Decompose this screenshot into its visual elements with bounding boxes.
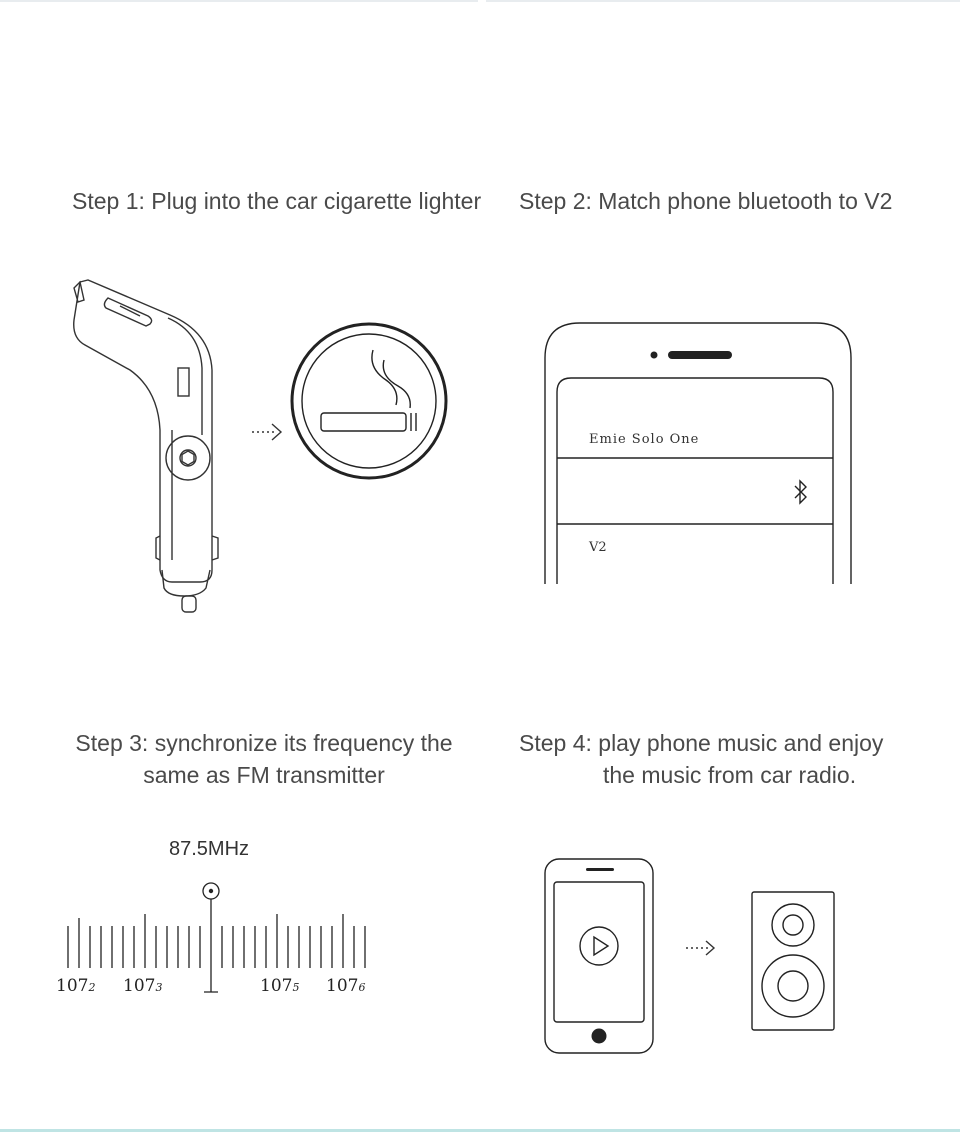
- tick-label-1073: [123, 976, 162, 996]
- step2-title: Step 2: Match phone bluetooth to V2: [519, 188, 893, 214]
- play-icon: [580, 927, 618, 965]
- frequency-readout: 87.5MHz: [169, 838, 250, 860]
- dotted-arrow-icon: [250, 422, 284, 442]
- device-list-item-v2: V2: [589, 540, 607, 555]
- tick-label-1072: [56, 976, 95, 996]
- bluetooth-icon: [792, 479, 810, 505]
- step1-title: Step 1: Plug into the car cigarette lighter: [72, 188, 482, 214]
- step3-title: [72, 727, 456, 791]
- tick-label-1073-sub: 3: [155, 981, 163, 994]
- tick-label-1075: [260, 976, 299, 996]
- step4-title: [519, 727, 945, 791]
- step3-title-line1: Step 3: synchronize its frequency the: [75, 730, 453, 756]
- step4-title-line2: the music from car radio.: [603, 762, 857, 788]
- device-list-item-emie: Emie Solo One: [589, 432, 700, 447]
- step4-title-line1: Step 4: play phone music and enjoy: [519, 730, 884, 756]
- dotted-arrow-icon-2: [684, 938, 716, 958]
- tick-label-1073-main: 107: [123, 976, 156, 996]
- tuner-needle: [203, 883, 219, 992]
- tick-label-1076: [326, 976, 365, 996]
- top-divider: [0, 0, 960, 2]
- tick-label-1075-main: 107: [260, 976, 293, 996]
- tick-label-1072-main: 107: [56, 976, 89, 996]
- top-divider-right: [486, 0, 960, 2]
- fm-tuner-scale: [56, 878, 372, 998]
- top-divider-left: [0, 0, 478, 2]
- car-charger-illustration: [60, 270, 230, 620]
- tick-label-1072-sub: 2: [88, 981, 96, 994]
- cigarette-lighter-socket-illustration: [288, 320, 450, 482]
- phone-music-illustration: [544, 858, 656, 1056]
- speaker-illustration: [751, 891, 837, 1033]
- step3-title-line2: same as FM transmitter: [143, 762, 385, 788]
- tick-label-1076-sub: 6: [358, 981, 366, 994]
- tick-label-1076-main: 107: [326, 976, 359, 996]
- tuner-ticks: [68, 914, 365, 968]
- tick-label-1075-sub: 5: [292, 981, 300, 994]
